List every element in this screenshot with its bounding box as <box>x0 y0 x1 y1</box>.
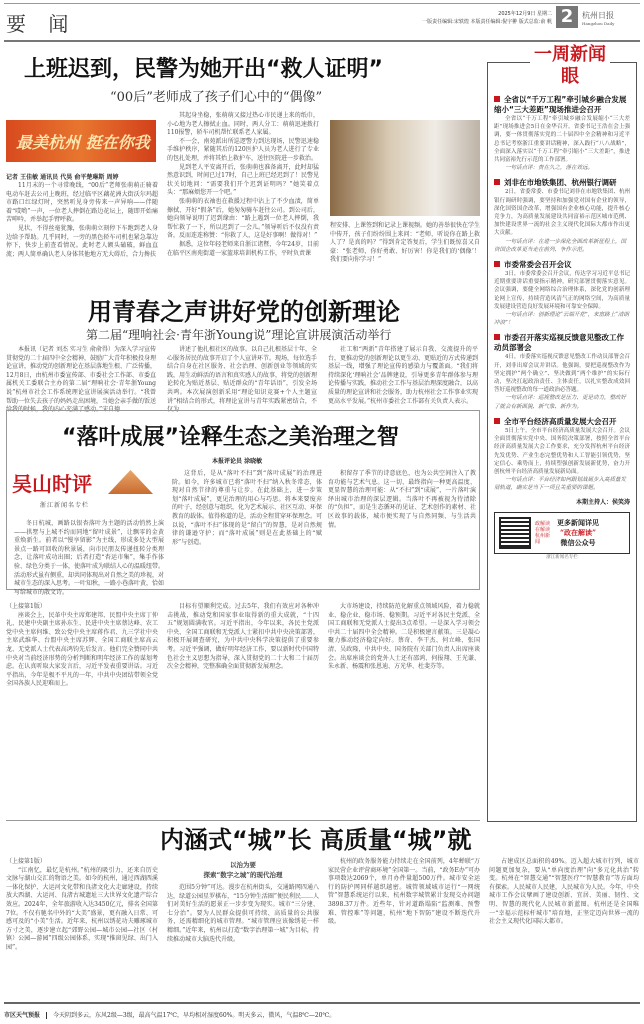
meeting-col-3 <box>328 603 480 815</box>
lead-headline: 上班迟到，民警为她开出“救人证明” <box>24 57 383 82</box>
subhead-line: 探索“数字之城”的现代治理 <box>203 871 283 879</box>
continued-note: （上接第1版） <box>6 858 46 865</box>
bullet-icon <box>494 96 500 102</box>
paragraph: 积留存了季节的诗意底色，也为公共空间注入了教育功能与艺术气息。这一切，最终指向一种更高温度、更显智慧的治理可能：从“不扫”到“成展”，一片落叶演绎出城市治理的深层逻辑。当落叶不再被视为待清除的“负担”，而是生态循环的见证、艺术创作的素材、社区故事的载体，城市便实现了与自然同频、与生活共情。 <box>328 470 476 529</box>
news-comment: 一句话点评：平台经济如何跟划战属步入高质量发展轨道，确实是当下一项且关重要的课题。 <box>494 477 627 492</box>
bottom-col-2 <box>167 858 319 998</box>
subhead-line: 以治为要 <box>230 861 256 869</box>
bottom-headline: 内涵式“城”长 高质量“城”就 <box>160 826 472 854</box>
news-item <box>494 333 630 410</box>
news-item <box>494 178 630 254</box>
paper-logo <box>582 10 614 26</box>
news-body: 2日，省委常委、市委书记刘非在市地铁集团、杭州银行调研时强调，要坚持和加强党对国有企业的领导，深化国资国企改革，增强国有企业核心功能，提升核心竞争力，为高质量发展建设共同富裕示范区城市范例、加快建设世界一流的社会主义现代化国际大都市作出更大贡献。 <box>494 189 630 237</box>
paragraph: 大市场建设，持续防范化解重点领域风险，着力稳就业、稳企业、稳市场、稳预期。习近平对各民主党派、全国工商联和无党派人士提出3点希望。一是深入学习领会中共二十届四中全会精神。二是积极建言献策。三是凝心聚力推动经济稳定向好。蔡奇、李干杰、何立峰、张国清、吴政隆，中共中央、国务院有关部门负责人出席座谈会。出席座谈会的党外人士还有邵鸿、何报翔、王光谦、朱永新、杨震和张恩迪、方光华、杜斐芬等。 <box>328 603 480 671</box>
weather-footer <box>4 1002 640 1019</box>
news-item <box>494 260 630 327</box>
news-item <box>494 417 630 493</box>
weather-label: 市区天气预报 <box>4 1012 47 1019</box>
bottom-col-3 <box>328 858 480 998</box>
top-rule <box>4 3 640 4</box>
news-heading: 全市平台经济高质量发展大会召开 <box>504 416 617 426</box>
lead-col-3 <box>330 222 480 292</box>
editors: 一版责任编辑:宋轶煌 本版责任编辑:倪宇翀 版式总监:俞 帆 <box>422 19 552 25</box>
section-title: 要 闻 <box>6 12 77 36</box>
paragraph: 11月末的一个寻常晚线，“00后”老师张萌萌正骑着电动车赶去公司上晚班，经过临平区藕花洲大街沃尔玛超市路口红绿灯时，突然听见身旁传来一声异响——伴随着“哎哟”一声，一位老人摔倒在路边花坛上，随即开始痛苦呻吟，并举起手臂呼救。 <box>6 182 158 224</box>
bottom-col-1 <box>6 858 158 998</box>
column-banner: 最美杭州 挺在你我 <box>6 120 156 162</box>
paragraph: 杭州的政务服务能力持续走在全国前列，4年蝉联“万家民营企业评营商环境”全国第一。当前，“政务E办”可办事项数达2069个，单月办件量超500万件。城市安全运行的防护网同样越织越密。城管领域城市运行“一网统管”智慧系统运行以来，杭州数字城管累计发现交办问题3898.37万件。近些年，针对道路塌陷“监测难、预警难、管控难”等问题，杭州“地下智防”建设不断迭代升级。 <box>328 858 480 926</box>
weather-text: 今天阴到多云，东风2级—3级，最高气温17℃，早均相对湿度60%。明天多云，微风，气温8℃—20℃。 <box>53 1012 336 1019</box>
paragraph: 不一会，南苑派出所巡逻警力到达现场，民警迅速稳手维护秩序，紧随其后的120医护人员为老人进行了专业的包扎处理，并将其抬上救护车，送往医院进一步救治。 <box>167 137 319 162</box>
divider <box>6 820 480 821</box>
lead-col-1 <box>6 182 158 292</box>
promo-text <box>557 518 599 548</box>
news-heading: 全省以“千万工程”牵引城乡融合发展缩小“三大差距”现场推进会召开 <box>494 95 627 114</box>
host: 本期主持人：侯笑涛 <box>575 498 630 506</box>
news-heading: 刘非在市地铁集团、杭州银行调研 <box>504 178 617 188</box>
meeting-col-2 <box>167 603 319 815</box>
paragraph: 见状，不得丝毫犹豫，张萌萌立刻停下车跑到老人身边给予帮助。几乎同时，一旁的黑色轿车司机也紧急靠边停下，快步上前查看情况。此时老人额头磕破，鲜血直流；两人简单确认老人身体其他地方无大碍后，合力搀扶 <box>6 224 158 258</box>
lead-subtitle: “00后”老师成了孩子们心中的“偶像” <box>110 90 323 105</box>
paragraph: 讲述了他扎根社区的故事。以自己扎根基层十年，全心服务居民的故事开启了个人宣讲环节。现场，每位选手结合自身在社区服务、社会治理、创新创业等领域的实践，用生动鲜活的语言和真实感人的故事，将党的创新理论转化为贴近基层、贴近群众的“青年话语”，引发全场共鸣。本次展演创新采用“理论知识竞赛+个人主题宣讲”相结合的形式，将理论宣讲与青年实践紧密结合，不仅为 <box>167 346 318 414</box>
news-comment: 一句话点评：在进一步深化全面改革新征程上，国资国企改革更当走在前列、争作示范。 <box>494 238 627 253</box>
column-subtitle: 浙江新闻名专栏 <box>40 502 90 509</box>
continued-note: （上接第1版） <box>6 603 46 610</box>
lead-byline: 记者 王佳敏 通讯员 代昊 俞平楚琳斯 周婷 <box>6 174 119 181</box>
paragraph: 座谈会上，民革中央主席郑建邦、民盟中央主席丁仲礼、民建中央副主席孙东生、民进中央主席蔡达峰、农工党中央主席何维、致公党中央主席蒋作君、九三学社中央主席武维华、台盟中央主席苏辉、全国工商联主席高云龙、无党派人士代表高鸿钧先后发言。他们完全赞同中共中央对当前经济形势的分析判断和明年经济工作的谋划考虑。在认真听取大家发言后，习近平发表重要讲话。习近平指出，今年是极不平凡的一年，中共中央团结带领全党全国各族人民迎难而上。 <box>6 611 158 688</box>
second-headline: 用青春之声讲好党的创新理论 <box>88 298 400 326</box>
paragraph: 张萌萌的衣袖也在救援过程中沾上了不少血渍，简单擦拭、开好“假条”后，她匆匆骑车赶往公司。到公司后，她向领导说明了迟到缘由：“路上遇到一位老人摔倒，我帮忙救了一下，所以迟到了一会儿。”领导听后不仅没有责备，反而连连称赞：“你救了人，这是好事啊！做得对！” <box>167 197 319 240</box>
second-col-1 <box>6 346 157 414</box>
news-heading: 市委召开落实巡视反馈意见整改工作动员部署会 <box>494 333 624 353</box>
promo-side: 政解读在解读杭州新闻 <box>535 520 551 545</box>
date: 2025年12月9日 星期二 <box>498 11 552 17</box>
commentary-col-2 <box>172 470 322 588</box>
weekly-news-sidebar <box>487 62 637 822</box>
bottom-subhead <box>167 860 319 880</box>
paragraph: 其起身坐稳，张萌萌又接过热心市民递上来的纸巾，小心地为老人擦拭止血。同时，两人分工：萌萌迅速拨打110报警，轿车司机帮忙联系老人家属。 <box>167 112 319 137</box>
news-heading: 市委常委会召开会议 <box>504 260 572 270</box>
sidebar-title: 一周新闻眼 <box>530 44 610 88</box>
bottom-col-4 <box>489 858 639 998</box>
paragraph: 冬日杭城，画路以银杏落叶为主题的活动悄然上演——拱墅与上城不约而同地“留叶成景”，让飘零的金黄重焕新生。前者以“慢享留影”为主线，形成多处大型展景点一路可回收的秋景展，向市民朋友传递扭转分类理念，让落叶成功出圈；后者打造“杏运市集”，集手作体验、绿色分类于一体，使落叶成为联结人心的温暖纽带。活动形式虽有侧重，却共同体现出对自然之美的珍视，对城市生态的深入思考。一叶知秋，一路小巷落叶黄，恰如写给城市的散文诗。 <box>14 520 165 596</box>
paragraph: 社工和“两新”青年搭建了展示自我、交流提升的平台，更推动党的创新理论以更生动、更贴近的方式传递到基层一线，增强了理论宣传的感染力与覆盖面。“我们将持续深化‘理响社会’品牌建设，引导更多青年群体参与理论传播与实践，推动社会工作与基层治理深度融合，以高质量的理论宣讲和社会服务，助力杭州社会工作事业实现更高水平发展。”杭州市委社会工作部有关负责人表示。 <box>328 346 479 405</box>
paper-en: Hangzhou Daily <box>582 21 615 26</box>
bullet-icon <box>494 334 500 340</box>
promo-line: 微信公众号 <box>560 537 596 547</box>
promo-line: “政在解读” <box>559 527 597 537</box>
edition-meta <box>422 10 552 26</box>
commentary-col-3 <box>328 470 476 588</box>
column-logo: 吴山时评 <box>12 472 92 496</box>
promo-box <box>494 512 630 554</box>
news-body: 5日上午，全市平台经济高质量发展大会召开。会议全面贯彻落实党中央、国务院决策部署，按照全省平台经济高质量发展大会工作要求，充分发挥杭州平台经济先发优势、产业生态完整优势和人工智能引领优势，坚定信心、乘势而上，持续塑强创新发展新优势，奋力开创杭州平台经济高质量发展新局面。 <box>494 427 630 475</box>
news-comment: 一句话点评：巡视整改是压力、更是动力，整改好了就会有新面貌、新气象、新作为。 <box>494 395 627 410</box>
promo-tagline: 浙江新闻名专栏 <box>546 554 578 560</box>
header-rule <box>4 40 640 42</box>
page-number: 2 <box>556 6 578 28</box>
news-comment: 一句话点评：贵在久之，落在效远。 <box>505 165 594 172</box>
paragraph: 本报讯（记者 刘杰 实习生 俞俞得）为深入学习宣传贯彻党的二十届四中全会精神，鼓励广大青年积极投身理论宣讲，推动党的创新理论在基层落地生根、广泛传播，12月8日，由杭州市委宣传部、市委社会工作部、市委直属机关工委联合主办的第二届“理响社会·青年浙Young说”杭州市社会工作系统理论宣讲展演活动举行。“我曾帮助一位失去孩子的妈妈走出困境，当她会亲手做的饭送给我的时候，我的内心充满了感动。”宋自德 <box>6 346 157 414</box>
paragraph: “江南忆，最忆是杭州。”杭州的吸引力，还来自历史文脉与湖山交汇的物语之美。如今的杭州，通过西湖西溪一体化保护、大运河文化带和良渚文化大走廊建设，持续放大西湖、大运河、良渚古城遗址三大世界文化遗产综合效应。2024年，全年旅游收入达3450亿元，排名全国第7位。不仅有驰名中外的“大美”盛景，更有融入日常、可感可及的“小美”生活。近年来，杭州以绣花功夫雕琢城市方寸之美，逐步建立起“郊野公园—城市公园—社区（村镇）公园—游园”四级公园体系，实现“推窗见绿、出门入园”。 <box>6 866 158 951</box>
paper-name: 杭州日报 <box>582 11 614 20</box>
paragraph: 这背后，是从“落叶不扫”到“落叶成展”的治理进阶。如今，许多城市已将“落叶不扫”纳入秋冬常态，体现对自然节律的尊重与让步。在此基础上，进一步策划“落叶成展”，更见治理的用心与巧思。将本来要废弃的叶子，经创意与组织，化为艺术展示、社区互动、环保教育的载体。值得称道的是，活动全程贯穿环保理念。可以说，“落叶不扫”体现的是“留白”的智慧，是对自然规律的谦逊守护；而“落叶成展”则是在此基础上的“赋形”与创造。 <box>172 470 323 546</box>
news-comment: 一句话点评：创新理论“云端开花”，来富路上“清朗冲浪”！ <box>494 312 629 327</box>
paragraph: 目标有望顺利完成。过去5年，我们有效应对各种冲击挑战，推动党和国家事业取得新的重大成就，“十四五”规划圆满收官。习近平指出，今年以来，各民主党派中央、全国工商联和无党派人士紧扣中共中央决策部署，积极开展调查研究，为中共中央科学决策提供了重要参考。习近平强调，做好明年经济工作，要以新时代中国特色社会主义思想为指导，深入贯彻党的二十大和二十届历次全会精神，完整准确全面贯彻新发展理念。 <box>167 603 319 671</box>
qr-code-icon[interactable] <box>499 517 531 549</box>
teacher-photo <box>330 120 480 216</box>
news-body: 3日，市委常委会召开会议，传达学习习近平总书记近期重要讲话重要指示精神，研究部署贯彻落实意见。会议强调，要健全网络综合治理体系，深化党的创新理论网上宣传，持续营造风清气正的网络空间，为高质量发展建设营造良好发展环境和可靠安全保障。 <box>494 271 630 310</box>
lead-col-2 <box>167 112 319 292</box>
second-col-3 <box>328 346 478 406</box>
paragraph: 见到老人平安离开后，张萌萌也准备离开，此时却猛然意识到，时间已过17时，自己上班已经迟到了！民警见状关切地问：“需要我们开个迟到证明吗？”她笑着点头：“那麻烦您开一个吧。” <box>167 163 319 197</box>
paragraph: 据悉，这位年轻老师来自浙江诸暨，今年24岁，目前在临平区南苑街道一家篮球培训机构工作，平时负责课 <box>167 240 319 257</box>
commentary-byline: 本报评论员 涂晓敏 <box>212 458 263 465</box>
promo-line: 更多新闻详见 <box>557 517 599 527</box>
second-subtitle: 第二届“理响社会·青年浙Young说”理论宣讲展演活动举行 <box>86 328 392 342</box>
paragraph: 范围5分钟”可达。漫步在杭州街头，交通路网四通八达，绿道公园星罗棋布，“15分钟生活圈”便民利民……人们对美好生活的愿景正一步步变为现实。城市“三分建、七分治”。要为人民群众提供可持续、高质量的公共服务，还需精细化的城市管理。“城市管理应该像绣花一样精细。”近年来，杭州以打造“数字治理第一城”为目标，持续推动城市大脑迭代升级。 <box>167 884 319 943</box>
bullet-icon <box>494 418 500 424</box>
commentary-headline: “落叶成展”诠释生态之美治理之智 <box>62 425 399 450</box>
paragraph: 程安排、上课签到和记录上课视频。她的善举很快在学生中传开，孩子们纷纷围上来问：“老师，听说你在路上救人了？是真的吗？”得到肯定答复后，学生们既惊喜又自豪：“张老师，你好勇敢、好厉害！你是我们的‘偶像’！我们要向你学习！” <box>330 222 481 264</box>
news-body: 全省以“千万工程”牵引城乡融合发展缩小“三大差距”现场推进会5日在金华召开。省委书记王浩在会上强调，要一体贯彻落实党的二十届四中全会精神和习近平总书记考察浙江重要讲话精神，深入践行“八八战略”，全面深入落实以“千万工程”牵引缩小“三大差距”，推进共同富裕先行示范的工作部署。 <box>494 116 630 164</box>
meeting-col-1 <box>6 603 158 815</box>
news-body: 4日，市委落实巡视反馈意见整改工作动员部署会召开，刘非出席会议并讲话。他强调，要把巡视整改作为坚定拥护“两个确立”、坚决做到“两个维护”的实际行动，坚决扛起政治责任、主体责任，以扎实整改成效回答好巡视整改的每一道政治必答题。 <box>494 354 630 394</box>
bullet-icon <box>494 261 500 267</box>
paragraph: 占建成区总面积的49%。迈入超大城市行列，城市问题更加复杂，要从“单向度治理”向“多元化共治”转变。杭州在“智慧交通”“智慧医疗”“智慧教育”等方面均有探索。人民城市人民建，人民城市为人民。今年，中央城市工作会议擘画了建设创新、宜居、美丽、韧性、文明、智慧的现代化人民城市新蓝图。杭州还是全国唯一“幸福示范标杆城市”培育地，正坚定迈向世界一流的社会主义现代化国际大都市。 <box>489 858 640 926</box>
bullet-icon <box>494 179 500 185</box>
news-item <box>494 95 630 172</box>
commentary-col-1 <box>14 520 165 596</box>
second-col-2 <box>167 346 318 414</box>
